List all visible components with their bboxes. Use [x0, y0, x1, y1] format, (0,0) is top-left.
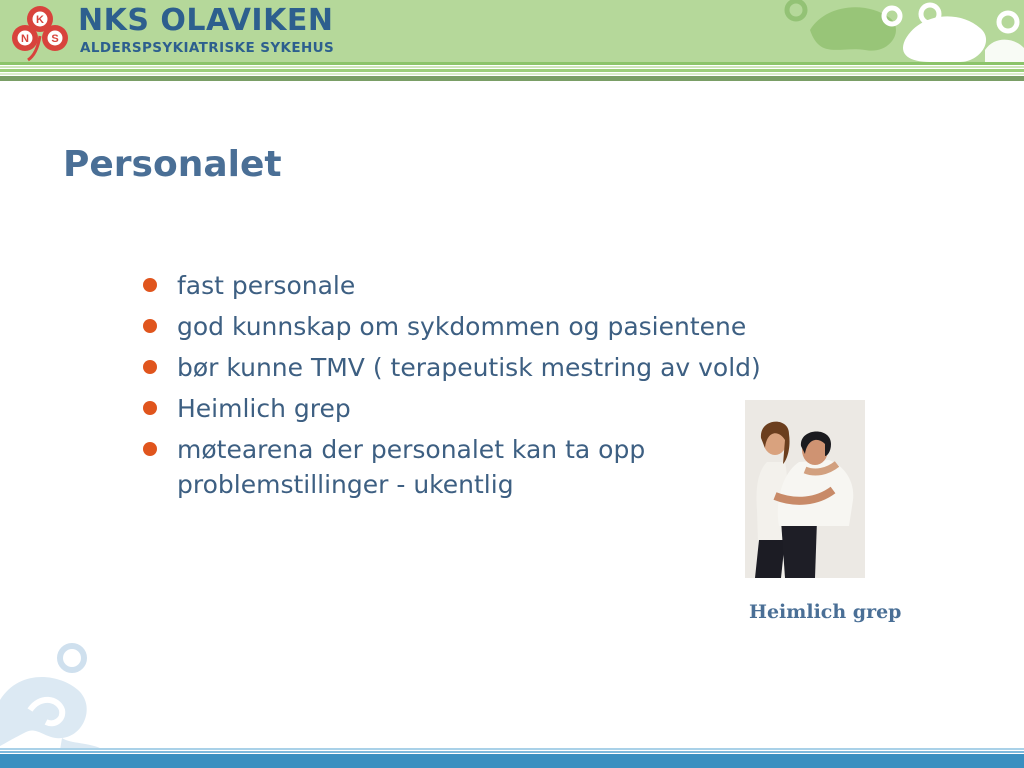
clover-logo-icon [10, 4, 70, 62]
logo-letter-s: S [51, 33, 59, 45]
bullet-dot-icon [143, 278, 157, 292]
heimlich-maneuver-icon [745, 400, 865, 578]
bullet-text: god kunnskap om sykdommen og pasientene [177, 312, 747, 341]
bullet-dot-icon [143, 360, 157, 374]
footer-stripes [0, 748, 1024, 768]
decorative-figure-icon [0, 640, 120, 750]
bullet-item [140, 309, 860, 344]
bullet-item [140, 350, 860, 385]
image-caption: Heimlich grep [749, 601, 902, 623]
bullet-dot-icon [143, 442, 157, 456]
header-stripes [0, 62, 1024, 84]
logo-title: NKS OLAVIKEN [78, 3, 334, 38]
decorative-figures-icon [780, 0, 1024, 62]
bullet-text: Heimlich grep [177, 394, 351, 423]
bullet-dot-icon [143, 319, 157, 333]
bullet-dot-icon [143, 401, 157, 415]
bullet-text: fast personale [177, 271, 356, 300]
bullet-item [140, 432, 737, 502]
bullet-text: møtearena der personalet kan ta opp problemstillinger - ukentlig [177, 435, 646, 499]
logo-subtitle: ALDERSPSYKIATRISKE SYKEHUS [80, 40, 335, 56]
header-banner [0, 0, 1024, 62]
logo-letter-n: N [21, 33, 29, 45]
bullet-text: bør kunne TMV ( terapeutisk mestring av vold) [177, 353, 761, 382]
logo-letter-k: K [36, 14, 44, 26]
bullet-item [140, 268, 860, 303]
slide-title: Personalet [63, 144, 282, 185]
heimlich-photo [745, 400, 865, 578]
